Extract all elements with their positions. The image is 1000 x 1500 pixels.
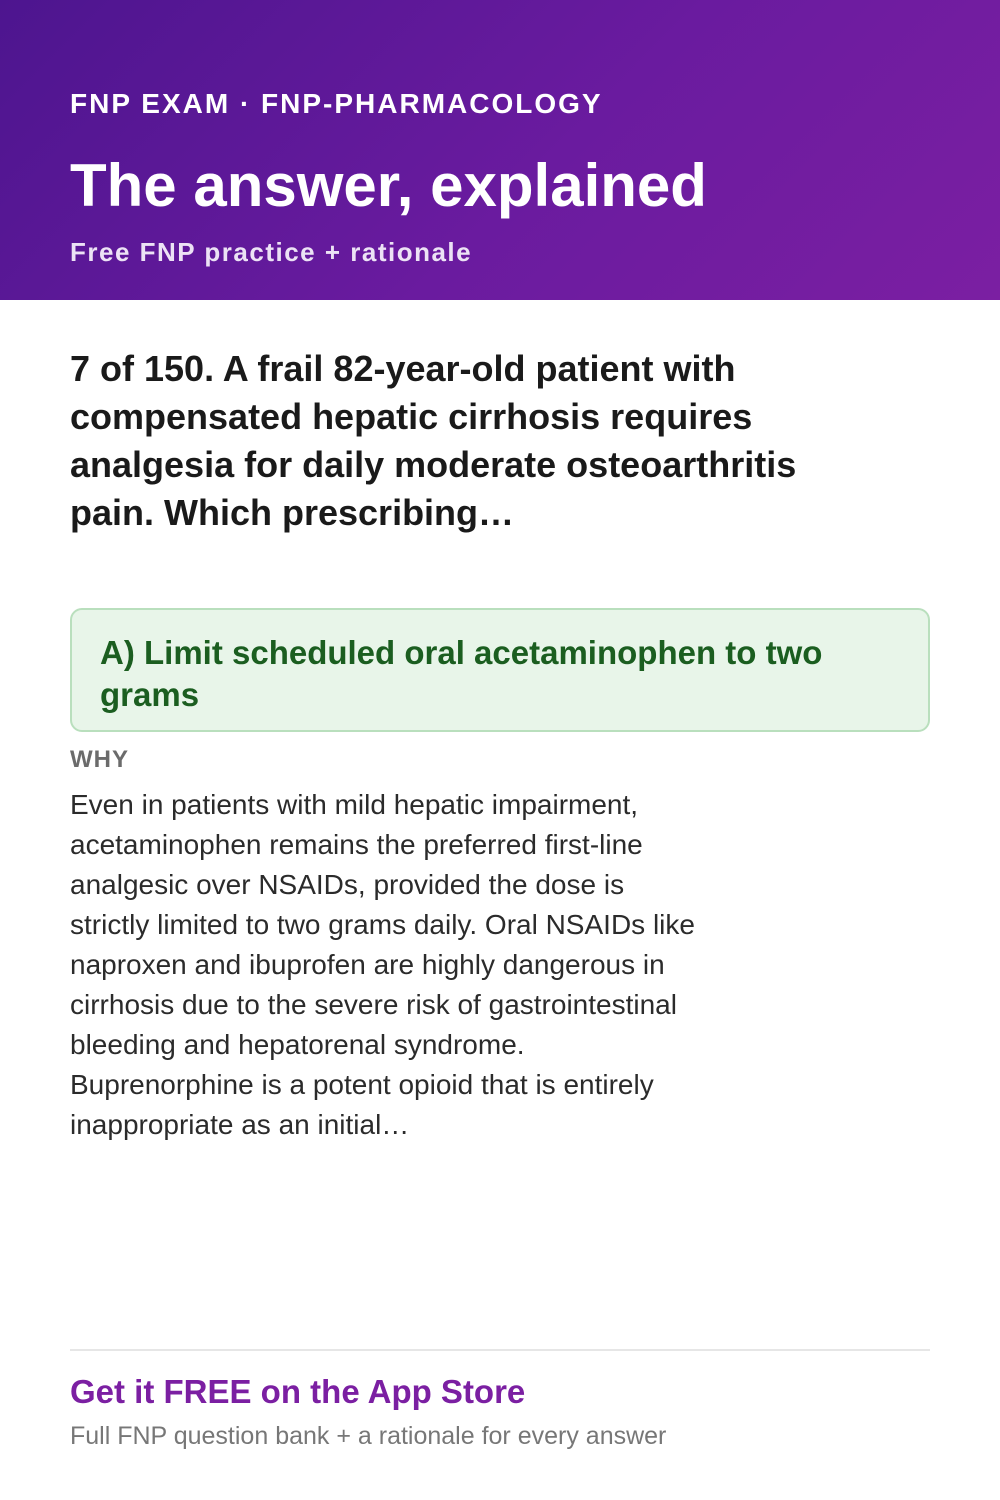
question-text: 7 of 150. A frail 82-year-old patient with compensated hepatic cirrhosis requires analgesia for daily moderate osteoarthritis pain. Which prescribing…	[70, 348, 797, 533]
correct-answer-text: A) Limit scheduled oral acetaminophen to two grams	[100, 634, 823, 713]
exam-category-label: FNP EXAM · FNP-PHARMACOLOGY	[70, 88, 603, 119]
header-banner	[0, 0, 1000, 300]
rationale-text: Even in patients with mild hepatic impairment, acetaminophen remains the preferred first-line analgesic over NSAIDs, provided the dose is strictly limited to two grams daily. Oral NSAIDs like naproxen and ibuprofen are highly dangerous in cirrhosis due to the severe risk of gastrointestinal bleeding and hepatorenal syndrome. Buprenorphine is a potent opioid that is entirely inappropriate as an initial…	[70, 789, 695, 1140]
footer-divider	[70, 1349, 930, 1351]
page-subtitle: Free FNP practice + rationale	[70, 237, 473, 267]
app-store-description: Full FNP question bank + a rationale for every answer	[70, 1422, 667, 1450]
rationale-label: WHY	[70, 746, 129, 773]
app-store-link[interactable]: Get it FREE on the App Store	[70, 1373, 526, 1410]
correct-answer-box	[70, 608, 930, 732]
page-title: The answer, explained	[70, 152, 707, 219]
